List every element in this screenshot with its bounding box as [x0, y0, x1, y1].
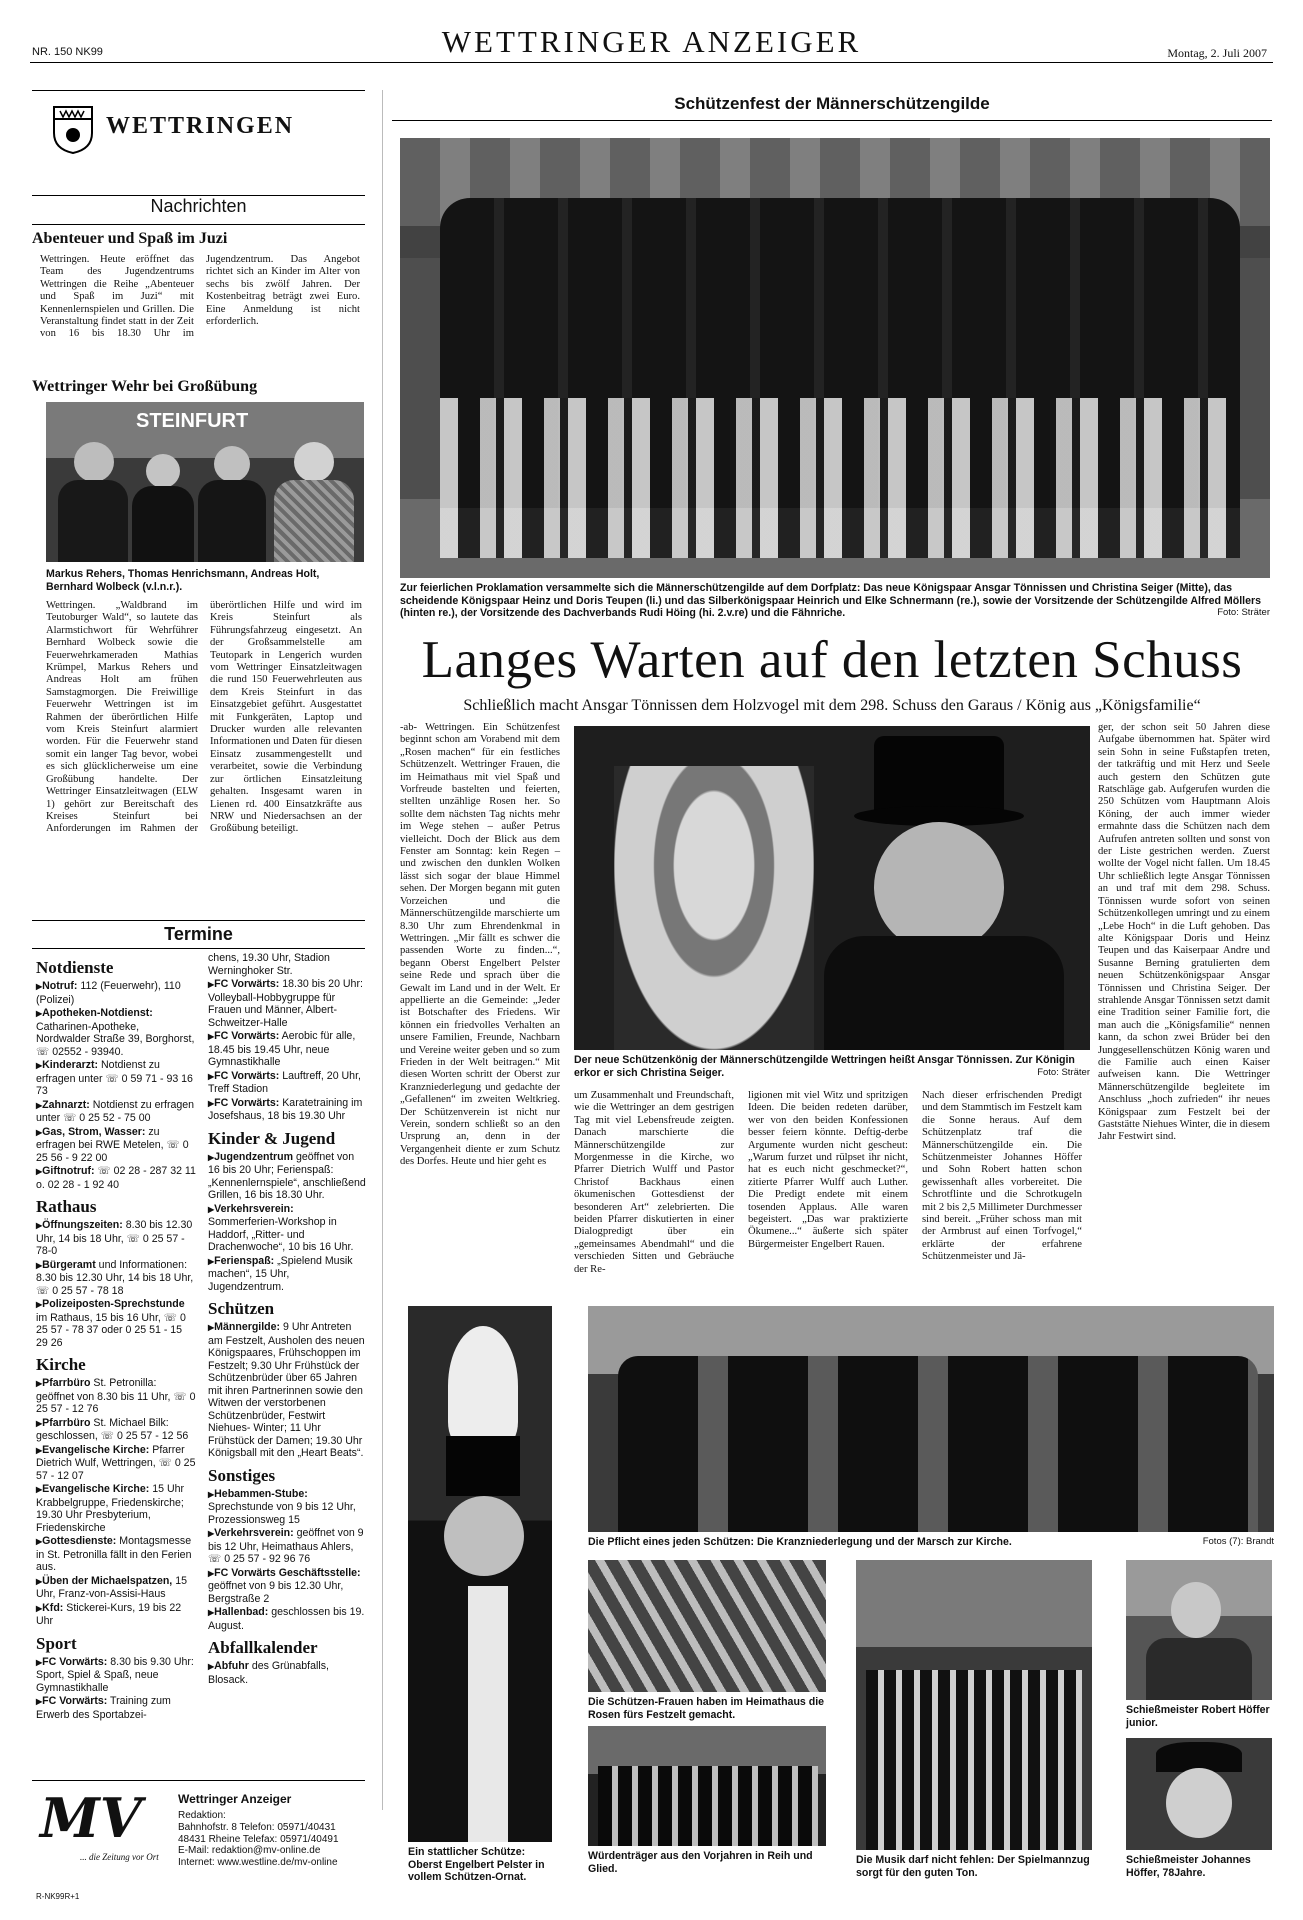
photo-credit: Foto: Sträter — [1217, 607, 1270, 619]
termine-item — [36, 1099, 196, 1125]
termine-item — [36, 1656, 196, 1695]
termine-item-text: St. Petronilla: geöffnet von 8.30 bis 11 Uhr, ☏ 0 25 57 - 12 76 — [36, 1377, 196, 1415]
person-figure — [74, 442, 114, 482]
termine-item-text: 18.30 bis 20 Uhr: Volleyball-Hobbygruppe für Frauen und Männer, Albert-Schweitzer-Halle — [208, 978, 363, 1029]
termine-item-label: ▶ FC Vorwärts: — [36, 1695, 107, 1707]
termine-item-text: Montagsmesse in St. Petronilla fällt in den Ferien aus. — [36, 1535, 192, 1573]
photo-credit: Foto: Sträter — [1037, 1066, 1090, 1078]
mv-slogan: ... die Zeitung vor Ort — [80, 1852, 159, 1862]
proclamation-caption — [400, 582, 1270, 620]
termine-item — [208, 952, 366, 977]
termine-item-label: ▶ Verkehrsverein: — [208, 1203, 294, 1215]
header-rule — [30, 62, 1273, 63]
termine-item — [208, 1097, 366, 1123]
termine-item — [36, 1219, 196, 1258]
footer-line: E-Mail: redaktion@mv-online.de — [178, 1845, 321, 1857]
termine-item-label: ▶ Hallenbad: — [208, 1606, 268, 1618]
termine-item — [36, 1377, 196, 1416]
termine-section-heading: Notdienste — [36, 958, 114, 977]
termine-item-label: ▶ Verkehrsverein: — [208, 1527, 294, 1539]
wehr-headline: Wettringer Wehr bei Großübung — [32, 378, 258, 395]
termine-section-heading: Sport — [36, 1633, 77, 1653]
termine-item-label: ▶ FC Vorwärts Geschäftsstelle: — [208, 1567, 361, 1579]
body — [1146, 1638, 1252, 1700]
termine-column-right — [208, 952, 366, 1722]
termine-item — [208, 978, 366, 1029]
spielmannzug-caption: Die Musik darf nicht fehlen: Der Spielmannzug sorgt für den guten Ton. — [856, 1854, 1090, 1879]
article-column-1: -ab- Wettringen. Ein Schützenfest beginnt schon am Vorabend mit dem „Rosen machen“ für ein festliches Schützenzelt. Wettringer Frauen, die im Heimathaus mit viel Spaß und Vorfreude bastelten und feierten, stellten unzählige Rosen her. So sollte dem nächsten Tag nichts mehr im Wege stehen – außer Petrus vielleicht. Doch der Blick aus dem Fenster am Sonntag: kein Regen – und zwischen den dunklen Wolken lässt sich sogar der blaue Himmel sehen. Der Morgen begann mit guten Vorzeichen und die Männerschützengilde marschierte um 8.30 Uhr zum Ehrendenkmal in Wettringen. „Mir fällt es schwer die passenden Worte zu finden...“, begann Oberst Engelbert Pelster seine Rede und sprach über die Gewalt im Land und in der Welt. Er appellierte an die Gemeinde: „Jeder ist Botschafter des Friedens. Wir können ein friedvolles Verhalten an unsere Familien, Freunde, Nachbarn und Vereine weiter geben und so zum Frieden in der Welt beitragen.“ Mit diesen Worten schritt der Oberst zur Kranzniederlegung und gedachte der „Gefallenen“ im zweiten Weltkrieg. Der Schützenverein ist nicht nur Verein, sondern schließt so an den Ursprung an, denn in der Vergangenheit diente er zum Schutz des Dorfes. Heute und hier geht es — [400, 722, 560, 1168]
termine-item-label: ▶ Üben der Michaelspatzen, — [36, 1575, 172, 1587]
termine-item — [36, 1575, 196, 1601]
mv-logo: MV — [40, 1786, 142, 1850]
headline: Langes Warten auf den letzten Schuss — [421, 631, 1243, 689]
termine-column-left — [36, 952, 196, 1722]
termine-item-label: ▶ Zahnarzt: — [36, 1099, 90, 1111]
article-column-4: Nach dieser erfrischenden Predigt und dem Stammtisch im Festzelt kam die Sonne heraus. Auf dem Schützenplatz traf die Männerschützengilde ein. Die Schützenmeister Johannes Höffer und Sohn Robert hatten schon gewissenhaft alles vorbereitet. Die Schrotflinte und die Schrotkugeln mit 2 bis 2,5 Millimeter Durchmesser sind bereit. „Früher schoss man mit der Armbrust auf einen Torfvogel,“ erklärte der erfahrene Schützenmeister und Jä- — [922, 1090, 1082, 1263]
article-column-3: ligionen mit viel Witz und spritzigen Ideen. Die beiden redeten darüber, wer von den beiden Konfessionen besser feiern könnte. Deftig-derbe Argumente wurden nicht gescheut: „Warum furzet und rülpset ihr nicht, hat es euch nicht geschmecket?“, zitierte Pfarrer Wulff auch Luther. Die Predigt endete mit einem tosenden Applaus. Alle waren begeistert. „Das war praktizierte Ökumene...“ äußerte sich später Bürgermeister Engelbert Rauen. — [748, 1090, 908, 1250]
termine-item — [208, 1660, 366, 1686]
termine-item-text: 112 (Feuerwehr), 110 (Polizei) — [36, 980, 181, 1006]
termine-item-label: ▶ FC Vorwärts: — [208, 1030, 279, 1042]
termine-item-label: ▶ FC Vorwärts: — [208, 1070, 279, 1082]
termine-item-label: ▶ Öffnungszeiten: — [36, 1219, 123, 1231]
termine-item-text: Notdienst zu erfragen unter ☏ 0 25 52 - 75 00 — [36, 1098, 195, 1124]
issue-number: NR. 150 NK99 — [32, 46, 103, 58]
termine-item-label: ▶ Evangelische Kirche: — [36, 1444, 149, 1456]
termine-item-label: ▶ FC Vorwärts: — [208, 978, 279, 990]
column-divider — [382, 90, 383, 1810]
termine-item-text: Sommerferien-Workshop in Haddorf, „Ritter- und Drachenwoche“, 10 bis 16 Uhr. — [208, 1216, 354, 1253]
top-hat — [874, 736, 1004, 816]
wehr-caption: Markus Rehers, Thomas Henrichsmann, Andreas Holt, Bernhard Wolbeck (v.l.n.r.). — [46, 568, 320, 593]
person-figure — [214, 446, 250, 482]
termine-item-label: ▶ Abfuhr — [208, 1660, 249, 1672]
face — [1171, 1582, 1221, 1638]
termine-section-heading: Rathaus — [36, 1197, 97, 1216]
termine-section-heading: Kinder & Jugend — [208, 1128, 336, 1148]
robert-hoeffer-photo — [1126, 1560, 1272, 1700]
termine-item-label: ▶ Pfarrbüro — [36, 1377, 90, 1389]
termine-item-label: ▶ Jugendzentrum — [208, 1151, 293, 1163]
termine-item-text: Catharinen-Apotheke, Nordwalder Straße 39, Borghorst, ☏ 02552 - 93940. — [36, 1020, 195, 1058]
frauen-caption: Die Schützen-Frauen haben im Heimathaus die Rosen fürs Festzelt gemacht. — [588, 1696, 825, 1721]
termine-item — [36, 1483, 196, 1534]
oberst-caption: Ein stattlicher Schütze: Oberst Engelbert Pelster in vollem Schützen-Ornat. — [408, 1846, 545, 1884]
caption-text: Die Pflicht eines jeden Schützen: Die Kranzniederlegung und der Marsch zur Kirche. — [588, 1536, 1012, 1548]
termine-item — [36, 1602, 196, 1628]
termine-item-text: 9 Uhr Antreten am Festzelt, Ausholen des neuen Königspaares, Frühschoppen im Festzelt; 9.30 Uhr Frühstück der Schützenbrüder über 65 Jahren mit ihren Partnerinnen sowie den Witwen der verstorbenen Schützenbrüder, Festwirt Niehues- Winter; 11 Uhr Frühstück der Damen; 19.30 Uhr Königsball mit den „Heart Beats“. — [208, 1321, 365, 1459]
termine-item — [36, 1695, 196, 1721]
rule — [32, 948, 365, 949]
termine-item-text: geöffnet von 9 bis 12.30 Uhr, Bergstraße 2 — [208, 1580, 344, 1605]
issue-date: Montag, 2. Juli 2007 — [1167, 46, 1267, 60]
termine-item-text: Notdienst zu erfragen unter ☏ 0 59 71 - 93 16 73 — [36, 1059, 193, 1097]
march-caption — [588, 1536, 1274, 1549]
juzi-headline: Abenteuer und Spaß im Juzi — [32, 230, 228, 247]
termine-item-text: 15 Uhr Krabbelgruppe, Friedenskirche; 19.30 Uhr Presbyterium, Friedenskirche — [36, 1483, 185, 1534]
termine-item-label: ▶ Männergilde: — [208, 1321, 280, 1333]
termine-item-label: ▶ FC Vorwärts: — [208, 1097, 279, 1109]
marching-figures — [618, 1356, 1258, 1532]
termine-item — [36, 1007, 196, 1058]
wuerdentraeger-photo — [588, 1726, 826, 1846]
termine-item-text: Aerobic für alle, 18.45 bis 19.45 Uhr, neue Gymnastikhalle — [208, 1030, 356, 1068]
row-of-figures — [598, 1766, 818, 1846]
photo-sign: STEINFURT — [136, 410, 249, 432]
article-column-2: um Zusammenhalt und Freundschaft, wie die Wettringer an dem gestrigen Tag mit viel Lebensfreude zeigten. Danach marschierte die Männerschützengilde zur Morgenmesse in die Kirche, wo Pfarrer Dietrich Wulff und Pastor Christof Backhaus einen ökumenischen Gottesdienst der besonderen Art“ zelebrierten. Die beiden Pfarrer diskutierten in einer Dialogpredigt über ein „gemeinsames Abendmahl“ und die verschieden Sitten und Gebräuche der Re- — [574, 1090, 734, 1275]
spielmannzug-photo — [856, 1560, 1092, 1850]
article-column-5: ger, der schon seit 50 Jahren diese Aufgabe übernommen hat. Später wird sein Sohn in seine Fußstapfen treten, der tatkräftig und mit Herz und Seele auch gestern den Schützen gute Ratschläge gab. Aufgerufen wurden die 250 Schützen vom Hauptmann Alois Köning, der auch immer wieder ermahnte dass die Schützen nach dem Aufrufen antreten sollten und sonst von der Liste gestrichen werden. Zuerst wollte der Vogel nicht fallen. Um 18.45 Uhr schließlich legte Ansgar Tönnissen an und traf mit dem 298. Schuss. Tönnissen wurde sofort von seinen Schützenkollegen umringt und zu einem „Lebe Hoch“ in die Luft gehoben. Das alte Königspaar Doris und Heinz Teupen und das Kaiserpaar Andre und Susanne Berning gratulierten dem neuen Schützenkönigspaar Ansgar Tönnissen und Christina Seiger. Der strahlende Ansgar Tönnissen setzt damit eine Tradition seiner Familie fort, die man auch die „Königsfamilie“ nennen kann, da schon zwei Brüder bei den Junggesellenschützen König waren und die Familie auch einen Kaiser aufweisen kann. Die Wettringer Männerschützengilde begleitete im Anschluss „hoch zufrieden“ ihr neues Königspaar zum Festzelt bei der Gaststätte Niehues Winter, die in diesem Jahr Festwirt sind. — [1098, 722, 1270, 1143]
termine-item-text: „Spielend Musik machen“, 15 Uhr, Jugendzentrum. — [208, 1254, 353, 1293]
photo-credit: Fotos (7): Brandt — [1202, 1536, 1274, 1547]
termine-item-text: Lauftreff, 20 Uhr, Treff Stadion — [208, 1069, 361, 1095]
termine-item — [208, 1255, 366, 1294]
johannes-hoeffer-photo — [1126, 1738, 1272, 1850]
subhead: Schließlich macht Ansgar Tönnissen dem Holzvogel mit dem 298. Schuss den Garaus / König aus „Königsfamilie“ — [463, 697, 1201, 714]
plume — [448, 1326, 518, 1446]
termine-item — [208, 1070, 366, 1096]
termine-item-label: ▶ Kinderarzt: — [36, 1059, 98, 1071]
termine-item-text: Karatetraining im Josefshaus, 18 bis 19.30 Uhr — [208, 1096, 363, 1122]
termine-item — [208, 1321, 366, 1460]
person-figure — [274, 480, 354, 562]
rule — [32, 1780, 365, 1781]
town-name: WETTRINGEN — [106, 113, 295, 139]
group-legs — [440, 398, 1240, 558]
person-figure — [198, 480, 266, 562]
termine-item — [208, 1203, 366, 1254]
termine-item — [36, 1417, 196, 1443]
termine-item-text: geöffnet von 16 bis 20 Uhr; Ferienspaß: „Kennenlernspiele“, anschließend Grillen, 16 bis 18.30 Uhr. — [208, 1150, 366, 1201]
termine-item — [36, 980, 196, 1006]
termine-item — [208, 1151, 366, 1202]
termine-item-text: Pfarrer Dietrich Wulf, Wettringen, ☏ 0 25 57 - 12 07 — [36, 1443, 196, 1482]
termine-item — [36, 1444, 196, 1483]
royal-couple-caption — [574, 1054, 1090, 1079]
footer-contact — [178, 1810, 339, 1869]
termine-item-text: geöffnet von 9 bis 12 Uhr, Heimathaus Ahlers, ☏ 0 25 57 - 92 96 76 — [208, 1527, 364, 1565]
termine-item — [208, 1030, 366, 1069]
termine-item-label: ▶ Giftnotruf: — [36, 1165, 95, 1177]
footer-line: Internet: www.westline.de/mv-online — [178, 1857, 338, 1869]
robert-hoeffer-caption: Schießmeister Robert Höffer junior. — [1126, 1704, 1270, 1729]
termine-item-label: ▶ Evangelische Kirche: — [36, 1483, 149, 1495]
termine-item-label: ▶ Apotheken-Notdienst: — [36, 1007, 153, 1019]
kicker: Schützenfest der Männerschützengilde — [674, 94, 990, 113]
person-figure — [294, 442, 334, 482]
termine-item — [36, 1126, 196, 1165]
person-figure — [132, 486, 194, 562]
termine-item-text: chens, 19.30 Uhr, Stadion Werninghoker Str. — [208, 952, 330, 977]
person-figure — [146, 454, 180, 488]
footer-paper-name: Wettringer Anzeiger — [178, 1792, 292, 1806]
termine-item-text: Stickerei-Kurs, 19 bis 22 Uhr — [36, 1601, 182, 1627]
rule — [32, 224, 365, 225]
oberst-photo — [408, 1306, 552, 1842]
masthead: WETTRINGER ANZEIGER — [441, 24, 862, 59]
termine-section-heading: Schützen — [208, 1299, 275, 1318]
termine-item-label: ▶ Bürgeramt — [36, 1259, 96, 1271]
termine-item-label: ▶ Kfd: — [36, 1602, 63, 1614]
king-coat — [824, 936, 1064, 1050]
termine-item — [36, 1298, 196, 1349]
termine-item-label: ▶ Notruf: — [36, 980, 77, 992]
proclamation-photo — [400, 138, 1270, 578]
coat-of-arms-icon — [52, 105, 94, 155]
footer-line: Redaktion: — [178, 1810, 226, 1821]
frauen-photo — [588, 1560, 826, 1692]
termine-item-text: und Informationen: 8.30 bis 12.30 Uhr, 14 bis 18 Uhr, ☏ 0 25 57 - 78 18 — [36, 1258, 194, 1297]
termine-item-text: 15 Uhr, Franz-von-Assisi-Haus — [36, 1574, 187, 1600]
termine-item — [36, 1059, 196, 1098]
footer-line: 48431 Rheine Telefax: 05971/40491 — [178, 1833, 339, 1845]
termine-item — [208, 1488, 366, 1527]
wuerdentraeger-caption: Würdenträger aus den Vorjahren in Reih und Glied. — [588, 1850, 813, 1875]
termine-item-text: St. Michael Bilk: geschlossen, ☏ 0 25 57 - 12 56 — [36, 1416, 189, 1442]
termine-item — [208, 1567, 366, 1606]
face — [1166, 1768, 1232, 1838]
termine-item-label: ▶ Polizeiposten-Sprechstunde — [36, 1298, 185, 1310]
termine-item-label: ▶ Ferienspaß: — [208, 1255, 274, 1267]
oberst-face — [444, 1496, 524, 1576]
termine-item-text: ☏ 02 28 - 287 32 11 o. 02 28 - 1 92 40 — [36, 1165, 196, 1191]
termine-item — [36, 1165, 196, 1191]
termine-item-text: Sprechstunde von 9 bis 12 Uhr, Prozessionsweg 15 — [208, 1501, 356, 1526]
termine-item-text: 8.30 bis 9.30 Uhr: Sport, Spiel & Spaß, neue Gymnastikhalle — [36, 1655, 194, 1694]
town-banner — [32, 90, 365, 196]
termine-item-label: ▶ Gas, Strom, Wasser: — [36, 1126, 145, 1138]
section-nachrichten: Nachrichten — [150, 196, 247, 216]
termine-item-text: 8.30 bis 12.30 Uhr, 14 bis 18 Uhr, ☏ 0 25 57 - 78-0 — [36, 1219, 193, 1257]
royal-couple-photo — [574, 726, 1090, 1050]
termine-section-heading: Kirche — [36, 1355, 86, 1374]
person-figure — [58, 480, 128, 562]
rule — [32, 920, 365, 921]
termine-item-text: Training zum Erwerb des Sportabzei- — [36, 1695, 171, 1721]
caption-text: Zur feierlichen Proklamation versammelte sich die Männerschützengilde auf dem Dorfplatz: Das neue Königspaar Ansgar Tönnissen und Christina Seiger (Mitte), das scheidende Königspaar Heinz und Doris Teupen (li.) und das Silberkönigspaar Heinrich und Elke Schnermann (re.), sowie der Vorsitzende der Schützengilde Alfred Möllers (hinten re.), der Vorsitzende des Dachverbands Rudi Höing (hi. 2.v.re) und die Fähnriche. — [400, 582, 1261, 620]
termine-item — [208, 1527, 366, 1566]
page-code: R-NK99R+1 — [36, 1892, 80, 1901]
termine-item-label: ▶ Hebammen-Stube: — [208, 1488, 308, 1500]
march-photo — [588, 1306, 1274, 1532]
caption-text: Der neue Schützenkönig der Männerschützengilde Wettringen heißt Ansgar Tönnissen. Zur Königin erkor er sich Christina Seiger. — [574, 1054, 1075, 1079]
termine-item-text: zu erfragen bei RWE Metelen, ☏ 0 25 56 - 9 22 00 — [36, 1125, 189, 1164]
band-figures — [866, 1670, 1082, 1850]
termine-item — [36, 1259, 196, 1298]
queen-figure — [614, 766, 814, 1050]
firefighters-photo — [46, 402, 364, 562]
wehr-body: Wettringen. „Waldbrand im Teutoburger Wald“, so lautete das Alarmstichwort für Wehrführer Bernhard Wolbeck sowie die Feuerwehrkameraden Mathias Krümpel, Markus Rehers und Andreas Holt am frühen Samstagmorgen. Die Freiwillige Feuerwehr Wettringen ist im Rahmen der überörtlichen Hilfe vom Kreis Steinfurt alarmiert worden. Für die Feuerwehr stand somit ein langer Tag bevor, wobei es sich glücklicherweise um eine Großübung handelte. Der Wettringer Einsatzleitwagen (ELW 1) gehört zur Bereitschaft des Kreises Steinfurt bei Anforderungen im Rahmen der überörtlichen Hilfe und wird im Kreis Steinfurt als Führungsfahrzeug eingesetzt. An der Großsammelstelle am Teutopark in Lengerich wurden vom Wettringer Einsatzleitwagen die rund 150 Feuerwehrleuten aus dem Kreis Steinfurt in das Einsatzgebiet geführt. Ausgestattet mit Funkgeräten, Laptop und Drucker wurden alle relevanten Informationen und Daten für diesen Einsatz zusammengestellt und verarbeitet, sowie die Verbindung zur örtlichen Einsatzleitung gehalten. Insgesamt waren in Lienen rd. 400 Einsatzkräfte aus NRW und Niedersachsen an der Großübung beteiligt. — [46, 600, 362, 835]
termine-item-text: des Grünabfalls, Blosack. — [208, 1660, 329, 1686]
king-face — [874, 822, 1004, 952]
juzi-body: Wettringen. Heute eröffnet das Team des Jugendzentrums Wettringen die Reihe „Abenteuer und Spaß im Juzi“ mit Kennenlernspielen und Grillen. Die Veranstaltung findet statt in der Zeit von 16 bis 18.30 Uhr im Jugendzentrum. Das Angebot richtet sich an Kinder im Alter von sechs bis zwölf Jahren. Der Kostenbeitrag beträgt zwei Euro. Eine Anmeldung ist nicht erforderlich. — [40, 254, 360, 340]
termine-item-text: im Rathaus, 15 bis 16 Uhr, ☏ 0 25 57 - 78 37 oder 0 25 51 - 15 29 26 — [36, 1311, 186, 1349]
termine-item — [36, 1535, 196, 1574]
termine-section-heading: Abfallkalender — [208, 1638, 318, 1657]
johannes-hoeffer-caption: Schießmeister Johannes Höffer, 78Jahre. — [1126, 1854, 1251, 1879]
rule — [392, 120, 1272, 121]
termine-item-text: geschlossen bis 19. August. — [208, 1606, 365, 1632]
shirt — [468, 1586, 508, 1842]
termine-item-label: ▶ FC Vorwärts: — [36, 1656, 107, 1668]
termine-item-label: ▶ Gottesdienste: — [36, 1535, 116, 1547]
footer-line: Bahnhofstr. 8 Telefon: 05971/40431 — [178, 1821, 336, 1833]
termine-item-label: ▶ Pfarrbüro — [36, 1417, 90, 1429]
top-hat — [446, 1436, 520, 1496]
termine-section-heading: Sonstiges — [208, 1465, 276, 1485]
section-termine: Termine — [164, 924, 233, 944]
termine-item — [208, 1606, 366, 1632]
